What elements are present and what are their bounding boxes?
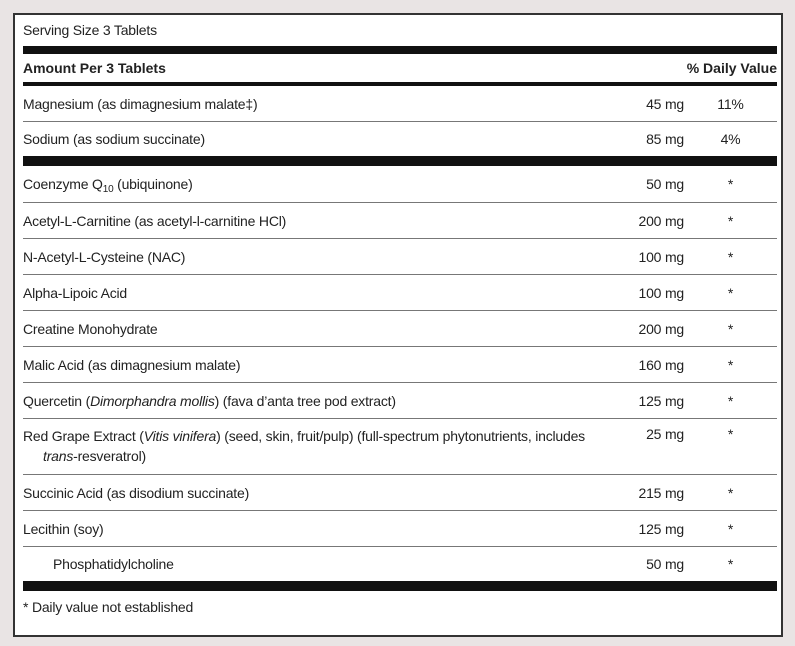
nutrient-amount: 45 mg <box>646 95 684 112</box>
ingredient-dv: * <box>727 556 734 572</box>
ingredient-row-nac <box>23 239 777 275</box>
ingredient-row-coenzyme-q10 <box>23 166 777 203</box>
divider-thick <box>23 581 777 591</box>
table-header <box>23 54 777 82</box>
nutrient-name: Magnesium (as dimagnesium malate‡) <box>23 95 258 112</box>
ingredient-dv: * <box>727 284 734 301</box>
ingredient-amount: 160 mg <box>638 356 684 373</box>
ingredient-row-phosphatidylcholine <box>23 547 777 581</box>
ingredient-name: Red Grape Extract (Vitis vinifera) (seed, skin, fruit/pulp) (full-spectrum phytonutrients, includes trans-resveratrol) <box>23 428 585 464</box>
ingredient-name: Creatine Monohydrate <box>23 320 158 337</box>
ingredient-name: Coenzyme $Q_{10}$ (ubiquinone) <box>23 176 193 195</box>
ingredient-row-red-grape-extract <box>23 419 777 475</box>
nutrient-amount: 85 mg <box>646 131 684 147</box>
ingredient-row-alpha-lipoic-acid <box>23 275 777 311</box>
ingredient-name: N-Acetyl-L-Cysteine (NAC) <box>23 248 186 265</box>
nutrient-dv: 11% <box>717 95 744 112</box>
ingredient-dv: * <box>727 392 734 409</box>
ingredient-amount: 50 mg <box>646 176 684 192</box>
ingredient-amount: 100 mg <box>638 248 684 265</box>
ingredient-amount: 125 mg <box>638 520 684 537</box>
divider-thick <box>23 46 777 54</box>
ingredient-name: Quercetin (Dimorphandra mollis) (fava d’anta tree pod extract) <box>23 392 396 409</box>
ingredient-dv: * <box>727 356 734 373</box>
daily-value-label: % Daily Value <box>686 60 777 76</box>
amount-per-label: Amount Per 3 Tablets <box>23 60 166 76</box>
nutrient-row-sodium <box>23 122 777 156</box>
ingredient-dv: * <box>727 484 734 501</box>
divider-thick <box>23 156 777 166</box>
ingredient-dv: * <box>727 176 734 192</box>
ingredient-amount: 125 mg <box>638 392 684 409</box>
ingredient-name: Acetyl-L-Carnitine (as acetyl-l-carnitine HCl) <box>23 212 287 229</box>
ingredient-amount: 50 mg <box>646 556 684 572</box>
footnote: * Daily value not established <box>23 599 194 615</box>
ingredient-row-malic-acid <box>23 347 777 383</box>
ingredient-row-acetyl-l-carnitine <box>23 203 777 239</box>
ingredient-name: Malic Acid (as dimagnesium malate) <box>23 356 241 373</box>
ingredient-name: Succinic Acid (as disodium succinate) <box>23 484 250 501</box>
supplement-facts-panel <box>13 13 783 637</box>
ingredient-dv: * <box>727 320 734 337</box>
nutrient-dv: 4% <box>720 131 741 147</box>
ingredient-dv: * <box>727 520 734 537</box>
ingredient-row-quercetin <box>23 383 777 419</box>
ingredient-name: Lecithin (soy) <box>23 520 104 537</box>
nutrient-name: Sodium (as sodium succinate) <box>23 131 205 147</box>
ingredient-amount: 100 mg <box>638 284 684 301</box>
ingredient-name: Alpha-Lipoic Acid <box>23 284 127 301</box>
ingredient-name: Phosphatidylcholine <box>53 556 174 572</box>
ingredient-dv: * <box>727 248 734 265</box>
ingredient-amount: 200 mg <box>638 212 684 229</box>
ingredient-amount: 200 mg <box>638 320 684 337</box>
ingredient-dv: * <box>727 212 734 229</box>
nutrient-row-magnesium <box>23 86 777 122</box>
ingredient-amount: 215 mg <box>638 484 684 501</box>
ingredient-dv: * <box>727 426 734 442</box>
ingredient-row-lecithin <box>23 511 777 547</box>
ingredient-row-succinic-acid <box>23 475 777 511</box>
serving-size: Serving Size 3 Tablets <box>23 22 157 38</box>
ingredient-amount: 25 mg <box>646 426 684 442</box>
ingredient-row-creatine <box>23 311 777 347</box>
